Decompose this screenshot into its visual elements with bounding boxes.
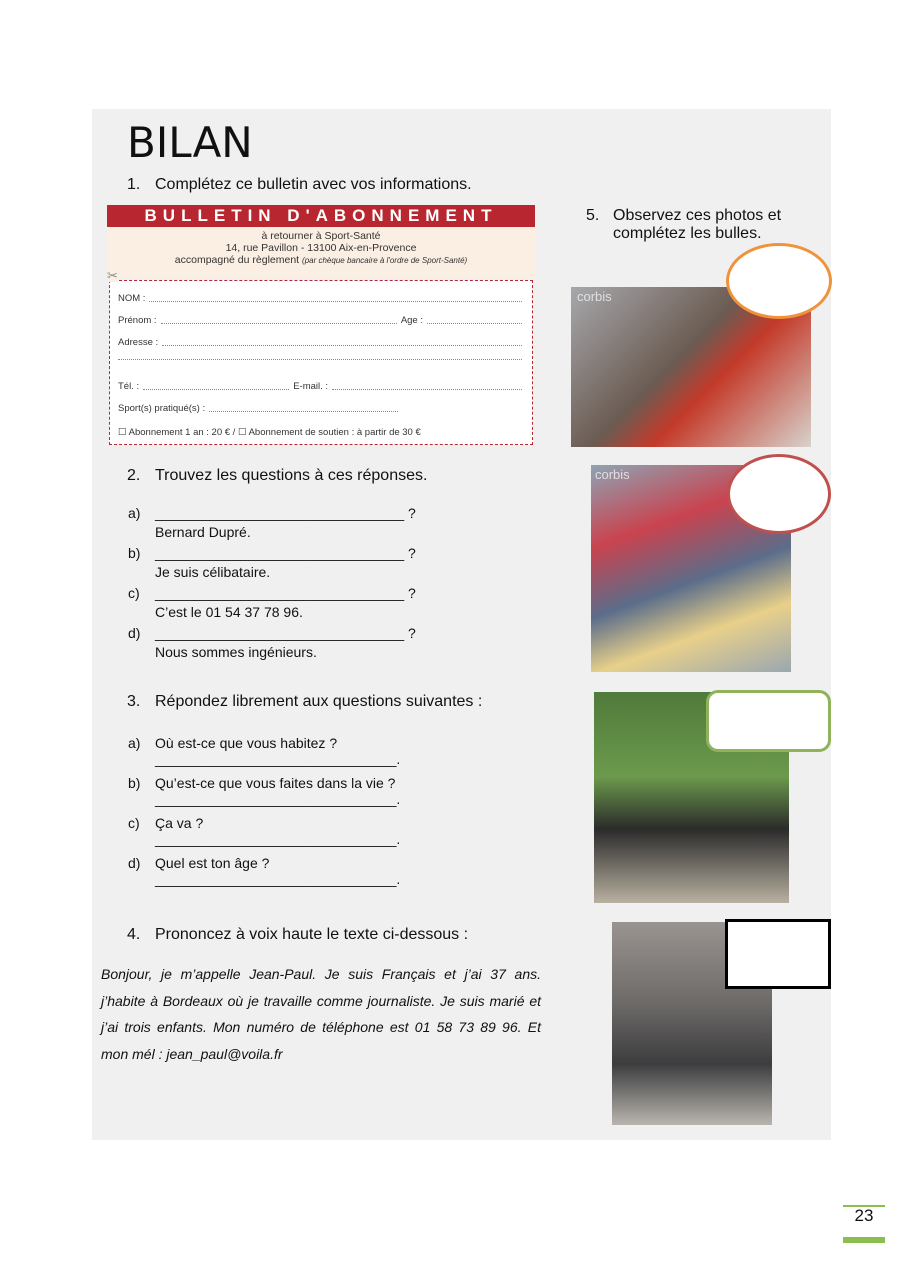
q-num: 3. xyxy=(127,693,141,710)
q-num: 4. xyxy=(127,926,141,943)
label-prenom: Prénom : xyxy=(118,315,157,326)
item-letter: c) xyxy=(128,815,140,831)
scissors-icon: ✂ xyxy=(107,268,118,283)
page-number: 23 xyxy=(854,1206,874,1225)
email-field[interactable] xyxy=(332,389,522,390)
form-header: BULLETIN D'ABONNEMENT xyxy=(107,205,535,227)
item-letter: a) xyxy=(128,735,141,751)
q-num: 1. xyxy=(127,176,141,193)
subscription-form xyxy=(107,205,535,445)
age-field[interactable] xyxy=(427,323,522,324)
speech-bubble-4[interactable] xyxy=(725,919,831,989)
answer-blank[interactable]: _______________________________. xyxy=(155,871,401,887)
label-adresse: Adresse : xyxy=(118,337,159,348)
answer-blank[interactable]: ________________________________ ? xyxy=(155,625,416,641)
given-answer: Je suis célibataire. xyxy=(155,564,271,580)
item-letter: d) xyxy=(128,855,141,871)
question-text: Où est-ce que vous habitez ? xyxy=(155,735,338,751)
speech-bubble-2[interactable] xyxy=(727,454,831,534)
item-letter: b) xyxy=(128,775,141,791)
addr-line: 14, rue Pavillon - 13100 Aix-en-Provence xyxy=(225,242,417,254)
answer-blank[interactable]: ________________________________ ? xyxy=(155,585,416,601)
q-text: Trouvez les questions à ces réponses. xyxy=(155,467,428,484)
label-email: E-mail. : xyxy=(293,381,329,392)
addr-note: (par chèque bancaire à l'ordre de Sport-Santé) xyxy=(302,256,468,265)
answer-blank[interactable]: _______________________________. xyxy=(155,791,401,807)
tel-field[interactable] xyxy=(143,389,289,390)
reading-text: Bonjour, je m’appelle Jean-Paul. Je suis Français et j’ai 37 ans. j’habite à Bordeaux où je travaille comme journaliste. Je suis marié et j’ai trois enfants. Mon numéro de téléphone est 01 58 73 89 96. Et mon mél : jean_paul@voila.fr xyxy=(101,966,541,1062)
question-1 xyxy=(127,176,472,194)
subscription-options[interactable]: ☐ Abonnement 1 an : 20 € / ☐ Abonnement de soutien : à partir de 30 € xyxy=(118,427,421,438)
speech-bubble-3[interactable] xyxy=(706,690,831,752)
adresse-field-2[interactable] xyxy=(118,359,522,360)
sport-field[interactable] xyxy=(209,411,398,412)
watermark: corbis xyxy=(577,289,612,304)
question-5 xyxy=(586,207,816,243)
question-4 xyxy=(127,926,468,944)
form-address xyxy=(107,227,535,277)
q-text: Répondez librement aux questions suivantes : xyxy=(155,693,483,710)
label-age: Age : xyxy=(400,315,423,326)
question-2 xyxy=(127,467,427,485)
form-fields xyxy=(109,280,533,445)
label-sport: Sport(s) pratiqué(s) : xyxy=(118,403,206,414)
watermark: corbis xyxy=(595,467,630,482)
question-text: Quel est ton âge ? xyxy=(155,855,270,871)
question-text: Qu’est-ce que vous faites dans la vie ? xyxy=(155,775,396,791)
given-answer: Bernard Dupré. xyxy=(155,524,251,540)
question-3-items xyxy=(128,733,528,893)
question-3 xyxy=(127,693,482,711)
label-nom: NOM : xyxy=(118,293,146,304)
item-letter: b) xyxy=(128,545,141,561)
adresse-field[interactable] xyxy=(162,345,522,346)
q-text: Complétez ce bulletin avec vos informations. xyxy=(155,176,472,193)
answer-blank[interactable]: ________________________________ ? xyxy=(155,545,416,561)
item-letter: c) xyxy=(128,585,140,601)
question-text: Ça va ? xyxy=(155,815,204,831)
answer-blank[interactable]: _______________________________. xyxy=(155,831,401,847)
answer-blank[interactable]: _______________________________. xyxy=(155,751,401,767)
q-num: 2. xyxy=(127,467,141,484)
page-number-bar xyxy=(843,1237,885,1243)
question-2-items xyxy=(128,503,528,663)
speech-bubble-1[interactable] xyxy=(726,243,832,319)
given-answer: Nous sommes ingénieurs. xyxy=(155,644,317,660)
prenom-field[interactable] xyxy=(161,323,397,324)
q-num: 5. xyxy=(586,207,600,224)
q-text: Prononcez à voix haute le texte ci-dessous : xyxy=(155,926,469,943)
addr-line: accompagné du règlement xyxy=(174,254,300,266)
label-tel: Tél. : xyxy=(118,381,140,392)
item-letter: d) xyxy=(128,625,141,641)
item-letter: a) xyxy=(128,505,141,521)
addr-line: à retourner à Sport-Santé xyxy=(261,230,381,242)
given-answer: C’est le 01 54 37 78 96. xyxy=(155,604,303,620)
q-text: Observez ces photos et complétez les bulles. xyxy=(613,207,782,242)
answer-blank[interactable]: ________________________________ ? xyxy=(155,505,416,521)
page-title: BILAN xyxy=(127,118,253,167)
nom-field[interactable] xyxy=(149,301,522,302)
